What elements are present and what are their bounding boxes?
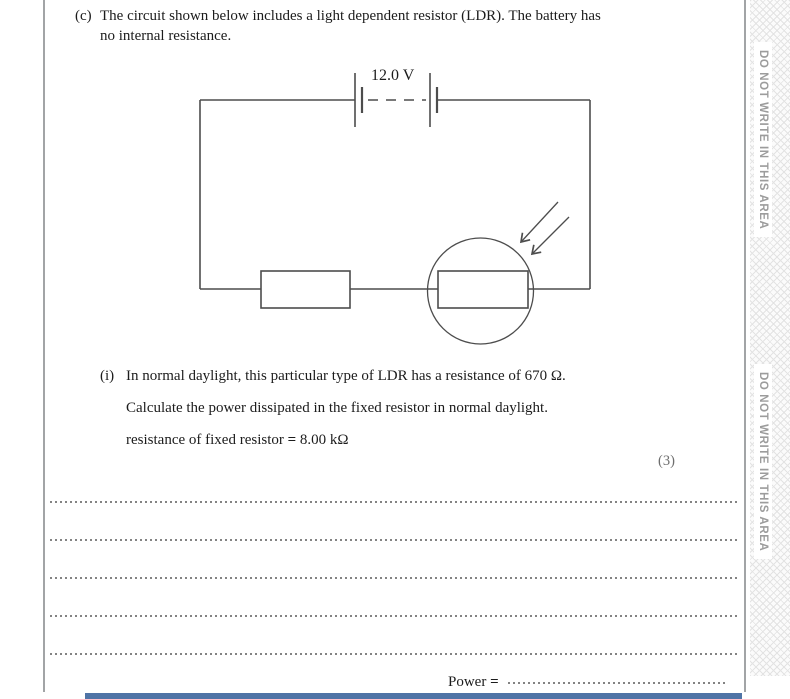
footer-accent-bar — [85, 693, 742, 699]
question-c-line1: The circuit shown below includes a light dependent resistor (LDR). The battery has — [100, 8, 601, 24]
power-equals: = — [490, 674, 499, 690]
page-border-right — [744, 0, 746, 692]
circuit-diagram — [170, 50, 610, 360]
marks-badge: (3) — [658, 453, 675, 469]
answer-lines[interactable] — [50, 501, 737, 691]
part-i-statement: In normal daylight, this particular type of LDR has a resistance of 670 Ω. — [126, 368, 566, 384]
part-i-statement-row — [100, 368, 566, 385]
part-i-label: (i) — [100, 368, 115, 384]
ldr-resistor — [438, 271, 528, 308]
power-answer-field[interactable] — [508, 682, 728, 684]
do-not-write-warning-bottom: DO NOT WRITE IN THIS AREA — [754, 364, 772, 559]
answer-line[interactable] — [50, 501, 737, 503]
question-c-line2: no internal resistance. — [100, 28, 232, 44]
light-arrow-2 — [532, 217, 569, 254]
fixed-resistor — [261, 271, 350, 308]
battery-voltage-label: 12.0 V — [371, 67, 415, 84]
part-i-given — [126, 432, 349, 449]
question-c — [75, 6, 675, 46]
question-c-label: (c) — [75, 8, 92, 24]
ldr-circle — [428, 238, 534, 344]
given-equals: = — [287, 432, 297, 448]
power-answer-row — [448, 674, 728, 691]
light-arrow-1 — [521, 202, 558, 242]
answer-line[interactable] — [50, 539, 737, 541]
question-c-text — [100, 6, 675, 46]
power-label: Power — [448, 674, 487, 690]
answer-line[interactable] — [50, 653, 737, 655]
answer-line[interactable] — [50, 577, 737, 579]
answer-line[interactable] — [50, 615, 737, 617]
given-label: resistance of fixed resistor — [126, 432, 284, 448]
given-value: 8.00 kΩ — [299, 432, 349, 448]
part-i-instruction: Calculate the power dissipated in the fixed resistor in normal daylight. — [126, 400, 548, 416]
do-not-write-warning-top: DO NOT WRITE IN THIS AREA — [754, 42, 772, 237]
page-border-left — [43, 0, 45, 692]
